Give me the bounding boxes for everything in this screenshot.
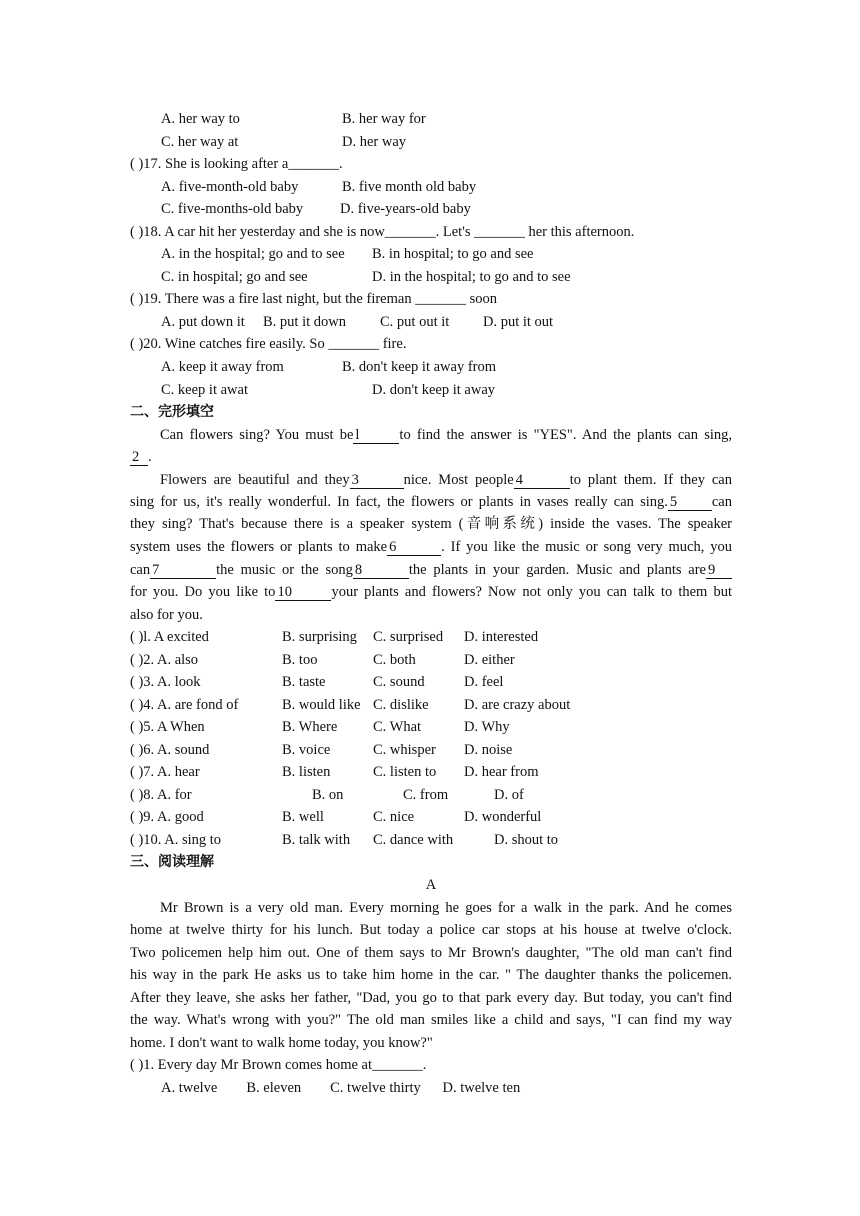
blank-2: 2 [130,450,148,466]
q18-option-a: A. in the hospital; go and to see [161,246,345,262]
q17-option-d: D. five-years-old baby [340,201,471,217]
cloze-passage-line: 2 . [132,449,152,465]
reading-question-options: A. twelve B. eleven C. twelve thirty D. twelve ten [161,1080,521,1096]
q20-option-a: A. keep it away from [161,359,284,375]
reading-question-stem: ( )1. Every day Mr Brown comes home at_______. [130,1057,427,1073]
q17-stem: ( )17. She is looking after a_______. [130,156,343,172]
cloze-passage-line: Flowers are beautiful and they 3 nice. Most people 4 to plant them. If they can [160,472,732,488]
q18-option-d: D. in the hospital; to go and to see [372,269,571,285]
reading-passage-line: home at twelve thirty for his lunch. But today a police car stops at his house at twelve o'clock. [130,922,732,938]
blank-1: l [353,428,399,444]
reading-passage-line: the way. What's wrong with you?" The old man smiles like a child and says, "I can find my way [130,1012,732,1028]
blank-10: 10 [275,585,331,601]
q19-stem: ( )19. There was a fire last night, but the fireman _______ soon [130,291,497,307]
reading-passage-line: home. I don't want to walk home today, you know?" [130,1035,433,1051]
section-3-heading: 三、阅读理解 [130,854,214,870]
q16-option-a: A. her way to [161,111,240,127]
blank-4: 4 [514,473,570,489]
cloze-passage-line: they sing? That's because there is a speaker system (音响系统) inside the vases. The speaker [130,516,732,532]
q19-option-a: A. put down it [161,314,245,330]
q16-option-d: D. her way [342,134,407,150]
q16-option-c: C. her way at [161,134,239,150]
cloze-passage-line: Can flowers sing? You must be l to find the answer is "YES". And the plants can sing, [160,427,732,443]
blank-7: 7 [150,563,216,579]
cloze-passage-line: sing for us, it's really wonderful. In fact, the flowers or plants in vases really can sing. 5 can [130,494,732,510]
q18-stem: ( )18. A car hit her yesterday and she is now_______. Let's _______ her this afternoon. [130,224,635,240]
reading-passage-line: Mr Brown is a very old man. Every morning he goes for a walk in the park. And he comes [160,900,732,916]
cloze-passage-line: also for you. [130,607,203,623]
q18-option-b: B. in hospital; to go and see [372,246,534,262]
passage-label: A [425,877,437,893]
q19-option-d: D. put it out [483,314,554,330]
cloze-passage-line: can 7 the music or the song 8 the plants in your garden. Music and plants are 9 [130,561,732,579]
reading-passage-line: his way in the park He asks us to take him home in the car. " The daughter thanks the policemen. [130,967,732,983]
cloze-passage-line: system uses the flowers or plants to make 6 . If you like the music or song very much, you [130,539,733,555]
reading-passage-line: Two policemen help him out. One of them says to Mr Brown's daughter, "The old man can't find [130,945,732,961]
q19-option-b: B. put it down [263,314,346,330]
q17-option-b: B. five month old baby [342,179,477,195]
reading-passage-line: After they leave, she asks her father, "Dad, you go to that park every day. But today, you can't find [130,990,732,1006]
q18-option-c: C. in hospital; go and see [161,269,308,285]
document-page: A. her way to B. her way for C. her way at D. her way ( )17. She is looking after a_______. A. five-month-old baby B. five month old baby C. five-months-old baby D. five-years-old baby ( )18. A car hit her yesterday and she is now_______. Let's _______ her this afternoon. A. in the hospital; go and to see B. in hospital; to go and see C. in hospital; go and see D. in the hospital; to go and to see ( )19. There was a fire last night, but the fireman _______ soon A. put down it B. put it down C. put out it D. put it out ( )20. Wine catches fire easily. So _______ fire. A. keep it away from B. don't keep it away from C. keep it awat D. don't keep it away 二、完形填空 Can flowers sing? You must be l to find the answer is "YES". And the plants can sing, 2 . Flowers are beautiful and they 3 nice. Most people 4 to plant them. If they can sing for us, it's really wonderful. In fact, the flowers or plants in vases really can sing. 5 can they sing? That's because there is a speaker system (音响系统) inside the vases. The speaker system uses the flowers or plants to make 6 . If you like the music or song very much, you can 7 the music or the song 8 the plants in your garden. Music and plants are 9 for you. Do you like to 10 your plants and flowers? Now not only you can talk to them but also for you. ( )l. A excited B. surprising C. surprised D. interested ( )2. A. also B. too C. both D. either ( )3. A. look B. taste C. sound D. feel ( )4. A. are fond of B. would like C. dislike D. are crazy about ( )5. A When B. Where C. What D. Why ( )6. A. sound B. voice C. whisper D. noise ( )7. A. hear B. listen C. listen to D. hear from ( )8. A. for B. on C. from D. of ( )9. A. good B. well C. nice D. wonderful ( )10. A. sing to B. talk with C. dance with D. shout to 三、阅读理解 A Mr Brown is a very old man. Every morning he goes for a walk in the park. And he comes home at twelve thirty for his lunch. But today a police car stops at his house at twelve o'clock. Two policemen help him out. One of them says to Mr Brown's daughter, "The old man can't find his way in the park He asks us to take him home in the car. " The daughter thanks the policemen. After they leave, she asks her father, "Dad, you go to that park every day. But today, you can't find the way. What's wrong with you?" The old man smiles like a child and says, "I can find my way home. I don't want to walk home today, you know?" ( )1. Every day Mr Brown comes home at_______. A. twelve B. eleven C. twelve thirty D. twelve ten [130,111,733,1096]
q19-option-c: C. put out it [380,314,450,330]
blank-9: 9 [706,563,732,579]
blank-8: 8 [353,563,409,579]
section-2-heading: 二、完形填空 [130,404,214,420]
cloze-passage-line: for you. Do you like to 10 your plants and flowers? Now not only you can talk to them but [130,584,732,600]
q17-option-a: A. five-month-old baby [161,179,299,195]
q20-option-b: B. don't keep it away from [342,359,497,375]
blank-5: 5 [668,495,712,511]
q20-option-d: D. don't keep it away [372,382,496,398]
q20-option-c: C. keep it awat [161,382,248,398]
blank-3: 3 [350,473,404,489]
q20-stem: ( )20. Wine catches fire easily. So _______ fire. [130,336,407,352]
q16-option-b: B. her way for [342,111,426,127]
blank-6: 6 [387,540,441,556]
q17-option-c: C. five-months-old baby [161,201,304,217]
